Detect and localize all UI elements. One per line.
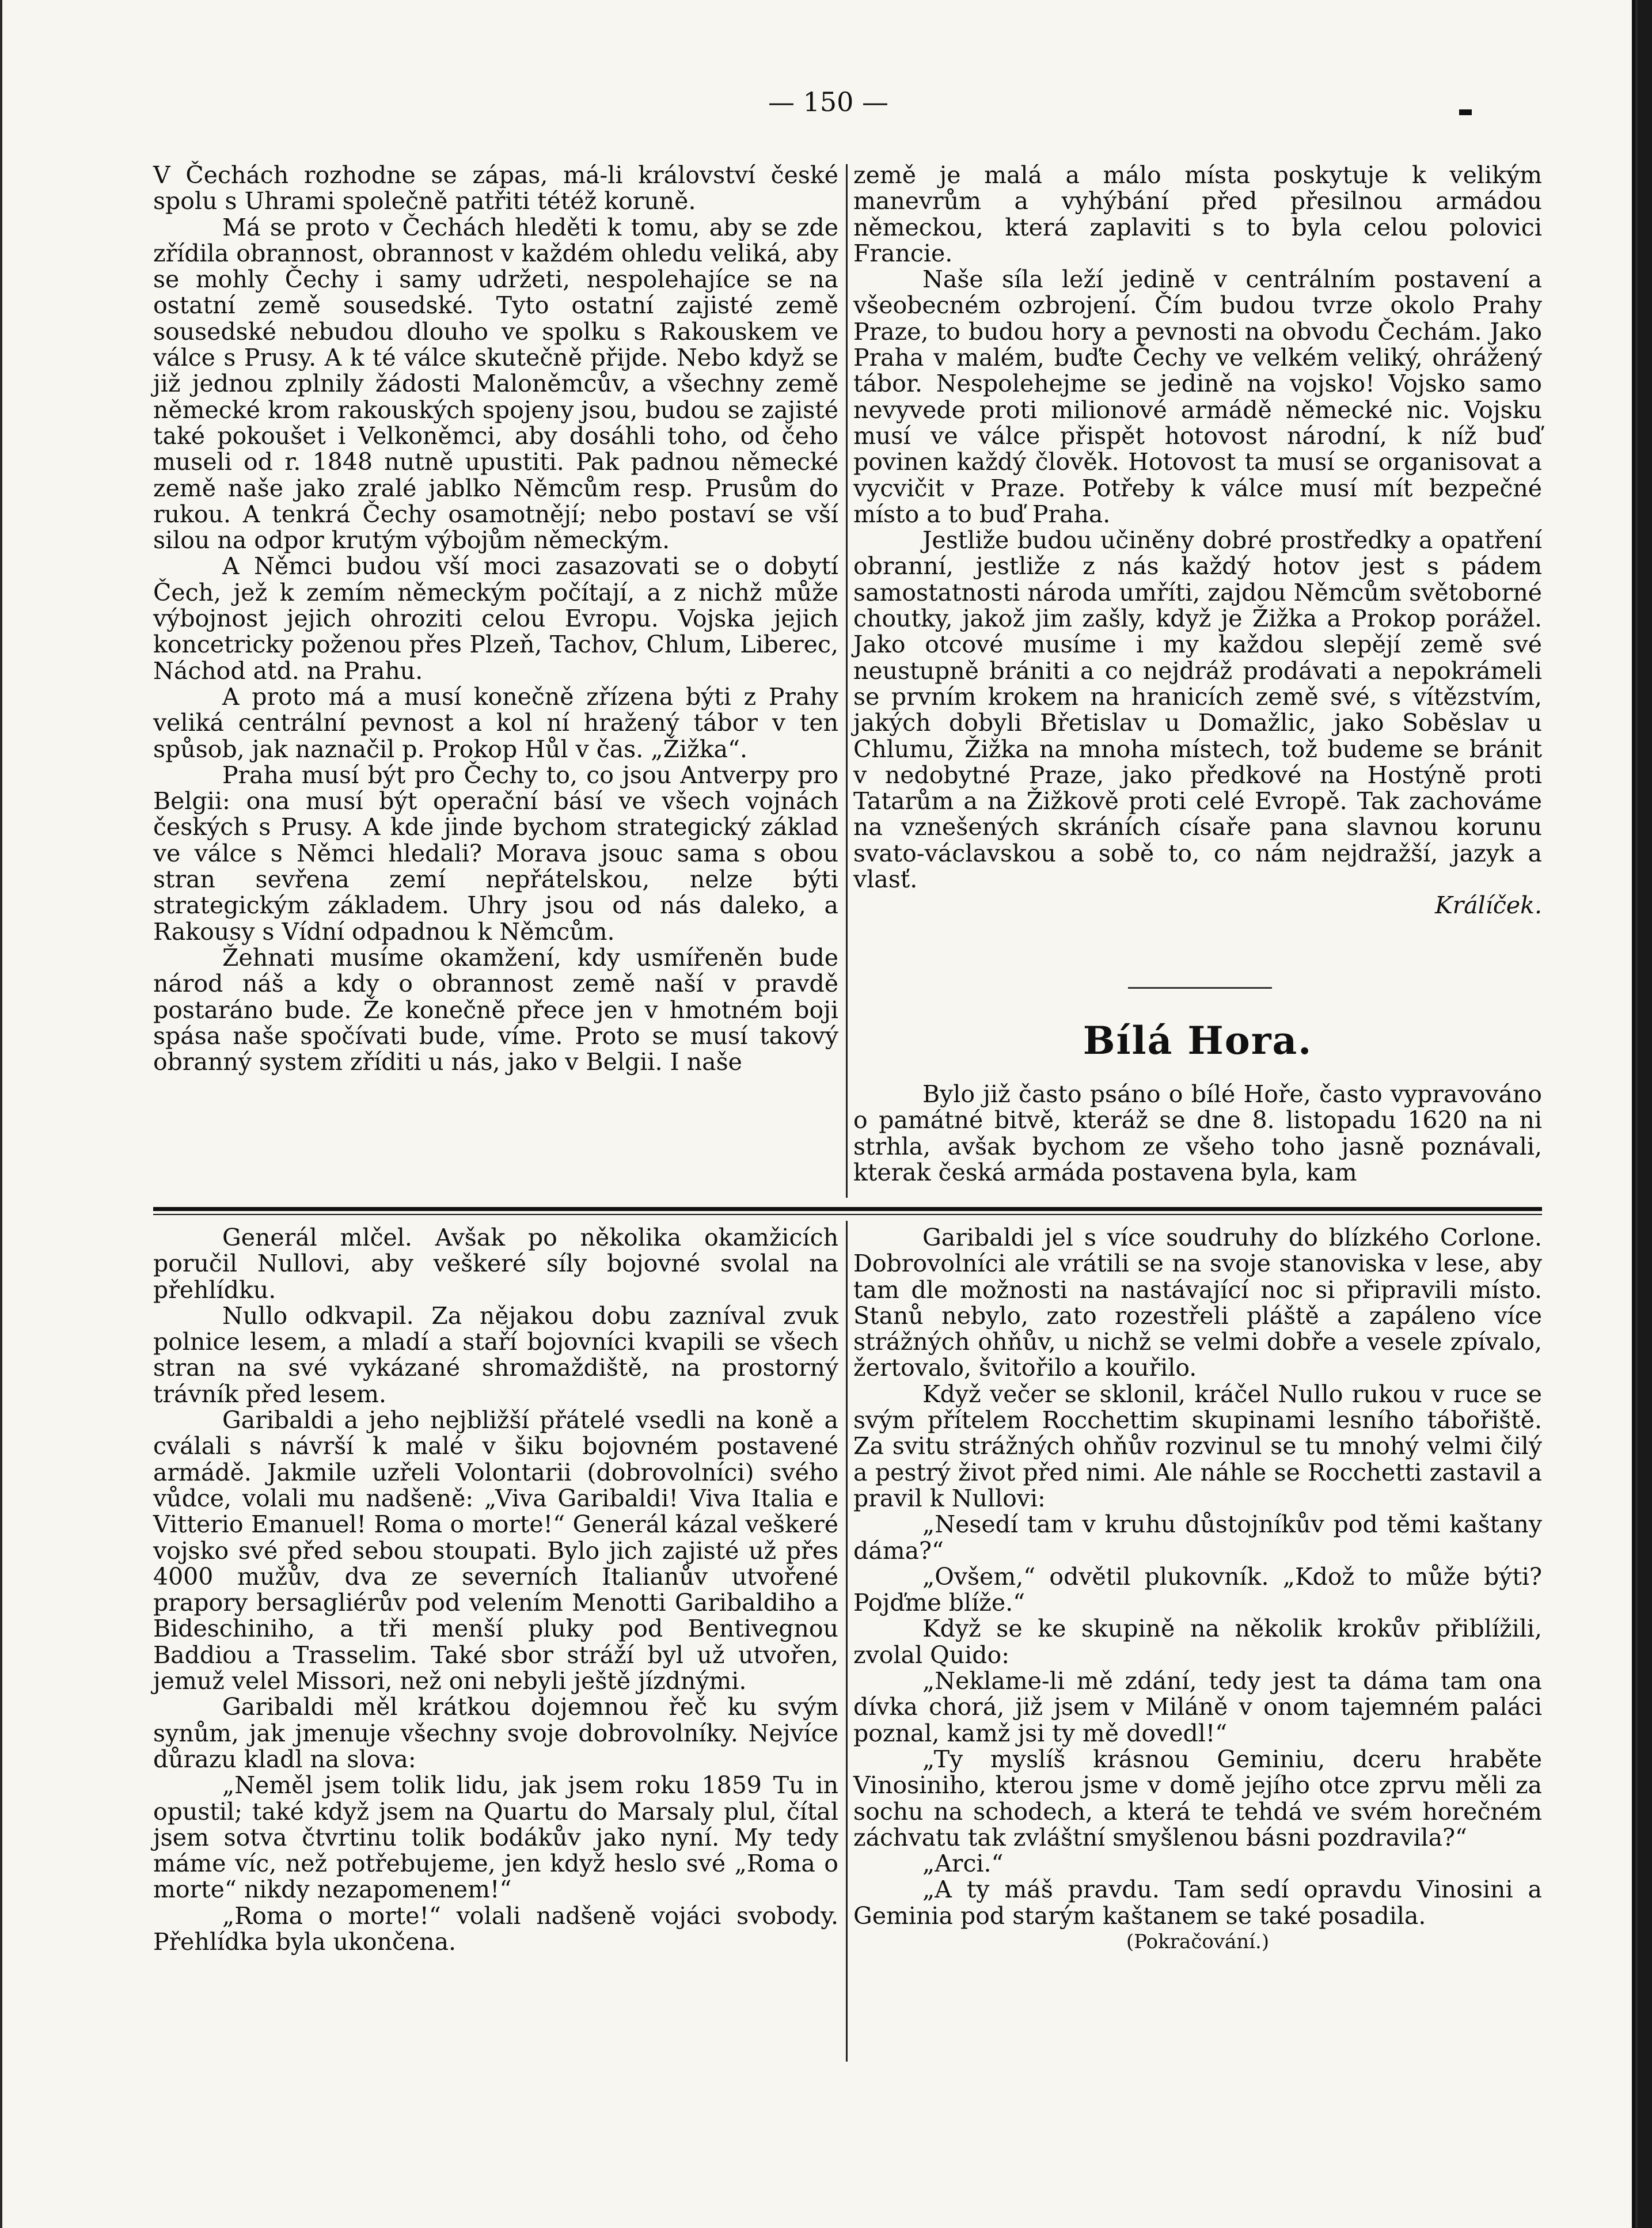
column-divider xyxy=(846,164,848,1198)
paragraph: A Němci budou vší moci zasazovati se o dobytí Čech, jež k zemím německým počítají, a z nichž může výbojnost jejich ohroziti celou Evropu. Vojska jejich koncetricky poženou přes Plzeň, Tachov, Chlum, Liberec, Náchod atd. na Prahu. xyxy=(153,552,838,685)
paragraph: „A ty máš pravdu. Tam sedí opravdu Vinosini a Geminia pod starým kaštanem se také posadila. xyxy=(853,1876,1542,1930)
top-left-column xyxy=(153,162,838,1075)
paragraph: Naše síla leží jedině v centrálním postavení a všeobecném ozbrojení. Čím budou tvrze okolo Prahy Praze, to budou hory a pevnosti na obvodu Čechám. Jako Praha v malém, buďte Čechy ve velkém veliký, ohrážený tábor. Nespolehejme se jedině na vojsko! Vojsko samo nevyvede proti milionové armádě německé nic. Vojsku musí ve válce přispět hotovost národní, k níž buď povinen každý člověk. Hotovost ta musí se organisovat a vycvičit v Praze. Potřeby k válce musí mít bezpečné místo a to buď Praha. xyxy=(853,265,1542,528)
paragraph: země je malá a málo místa poskytuje k velikým manevrům a vyhýbání před přesilnou armádou německou, která zaplaviti s to byla celou polovici Francie. xyxy=(853,161,1542,267)
paragraph: Když se ke skupině na několik krokův přiblížili, zvolal Quido: xyxy=(853,1615,1542,1669)
paragraph: Nullo odkvapil. Za nějakou dobu zazníval zvuk polnice lesem, a mladí a staří bojovníci kvapili se všech stran na své vykázané shromaždiště, na prostorný trávník před lesem. xyxy=(153,1301,838,1408)
paragraph: „Ty myslíš krásnou Geminiu, dceru hraběte Vinosiniho, kterou jsme v domě jejího otce zprvu měli za sochu na schodech, a která te tehdá ve svém horečném záchvatu tak zvláštní smyšlenou básni pozdravila?“ xyxy=(853,1745,1542,1851)
section-rule xyxy=(153,1207,1542,1211)
paragraph: „Neklame-li mě zdání, tedy jest ta dáma tam ona dívka chorá, již jsem v Miláně v onom tajemném paláci poznal, kamž jsi ty mě dovedl!“ xyxy=(853,1667,1542,1747)
paragraph: Žehnati musíme okamžení, kdy usmířeněn bude národ náš a kdy o obrannost země naší v pravdě postaráno bude. Že konečně přece jen v hmotném boji spása naše spočívati bude, víme. Proto se musí takový obranný system zříditi u nás, jako v Belgii. I naše xyxy=(153,943,838,1076)
paragraph: Garibaldi a jeho nejbližší přátelé vsedli na koně a cválali s návrší k malé v šiku bojovném postavené armádě. Jakmile uzřeli Volontarii (dobrovolníci) svého vůdce, volali mu nadšeně: „Viva Garibaldi! Viva Italia e Vitterio Emanuel! Roma o morte!“ Generál kázal veškeré vojsko své před sebou stoupati. Bylo jich zajisté už přes 4000 mužův, dva ze severních Italianův utvořené prapory bersagliérův pod velením Menotti Garibaldiho a Bideschiniho, a tři menší pluky pod Bentivegnou Baddiou a Trasselim. Také sbor stráží byl už utvořen, jemuž velel Missori, než oni nebyli ještě jízdnými. xyxy=(153,1406,838,1695)
newspaper-page xyxy=(2,0,1635,2228)
paragraph: Praha musí být pro Čechy to, co jsou Antverpy pro Belgii: ona musí být operační básí ve všech vojnách českých s Prusy. A kde jinde bychom strategický základ ve válce s Němci hledali? Morava jsouc sama s obou stran sevřena zemí nepřátelskou, nelze býti strategickým základem. Uhry jsou od nás daleko, a Rakousy s Vídní odpadnou k Němcům. xyxy=(153,761,838,946)
top-right-column xyxy=(853,162,1542,919)
column-divider xyxy=(846,1221,848,2062)
author-signature: Králíček. xyxy=(1434,891,1542,920)
article-separator xyxy=(1128,987,1272,989)
paragraph: „Arci.“ xyxy=(922,1850,1004,1878)
section-rule-thin xyxy=(153,1214,1542,1215)
paragraph: V Čechách rozhodne se zápas, má-li království české spolu s Uhrami společně patřiti tétéž koruně. xyxy=(153,161,838,215)
page-number: — 150 — xyxy=(768,86,889,117)
paragraph: Když večer se sklonil, kráčel Nullo rukou v ruce se svým přítelem Rocchettim skupinami lesního tábořiště. Za svitu strážných ohňův rozvinul se tu mnohý velmi čilý a pestrý život před nimi. Ale náhle se Rocchetti zastavil a pravil k Nullovi: xyxy=(853,1380,1542,1512)
paragraph: A proto má a musí konečně zřízena býti z Prahy veliká centrální pevnost a kol ní hražený tábor v ten spůsob, jak naznačil p. Prokop Hůl v čas. „Žižka“. xyxy=(153,682,838,763)
paragraph: „Roma o morte!“ volali nadšeně vojáci svobody. Přehlídka byla ukončena. xyxy=(153,1901,838,1956)
paragraph: Jestliže budou učiněny dobré prostředky a opatření obranní, jestliže z nás každý hotov jest s pádem samostatnosti národa umříti, zajdou Němcům světoborné choutky, jakož jim zašly, když je Žižka a Prokop porážel. Jako otcové musíme i my každou slepějí země své neustupně brániti a co nejdráž prodávati a nepokrámeli se prvním krokem na hranicích země své, s vítězstvím, jakých dobyli Břetislav u Domažlic, jako Soběslav u Chlumu, Žižka na mnoha místech, tož budeme se bránit v nedobytné Praze, jako předkové na Hostýně proti Tatarům a na Žižkově proti celé Evropě. Tak zachováme na vznešených skráních císaře pana slavnou korunu svato-václavskou a sobě to, co nám nejdražší, jazyk a vlasť. xyxy=(853,526,1542,894)
mark xyxy=(1459,109,1472,115)
paragraph: „Nesedí tam v kruhu důstojníkův pod těmi kaštany dáma?“ xyxy=(853,1510,1542,1565)
scan-edge xyxy=(1638,0,1652,2228)
continued-note: (Pokračování.) xyxy=(1126,1930,1270,1954)
signature-line xyxy=(853,893,1542,918)
bottom-right-column xyxy=(853,1225,1542,1955)
paragraph: Garibaldi měl krátkou dojemnou řeč ku svým synům, jak jmenuje všechny svoje dobrovolníky. Nejvíce důrazu kladl na slova: xyxy=(153,1693,838,1773)
paragraph: Garibaldi jel s více soudruhy do blízkého Corlone. Dobrovolníci ale vrátili se na svoje stanoviska v lese, aby tam dle možnosti na nastávající noc si připravili místo. Stanů nebylo, zato rozestřeli pláště a zapáleno více strážných ohňův, u nichž se velmi dobře a vesele zpívalo, žertovalo, švitořilo a kouřilo. xyxy=(853,1224,1542,1382)
paragraph: „Ovšem,“ odvětil plukovník. „Kdož to může býti? Pojďme blíže.“ xyxy=(853,1562,1542,1617)
bottom-left-column xyxy=(153,1225,838,1955)
bila-hora-article xyxy=(853,1081,1542,1186)
paragraph: Generál mlčel. Avšak po několika okamžicích poručil Nullovi, aby veškeré síly bojovné svolal na přehlídku. xyxy=(153,1224,838,1304)
paragraph: „Neměl jsem tolik lidu, jak jsem roku 1859 Tu in opustil; také když jsem na Quartu do Marsaly plul, čítal jsem sotva čtvrtinu tolik bodákův jako nyní. My tedy máme víc, než potřebujeme, jen když heslo své „Roma o morte“ nikdy nezapomenem!“ xyxy=(153,1771,838,1904)
paragraph: Má se proto v Čechách hleděti k tomu, aby se zde zřídila obrannost, obrannost v každém ohledu veliká, aby se mohly Čechy i samy udržeti, nespolehajíce se na ostatní země sousedské. Tyto ostatní zajisté země sousedské nebudou dlouho ve spolku s Rakouskem ve válce s Prusy. A k té válce skutečně přijde. Nebo když se již jednou zplnily žádosti Maloněmcův, a všechny země německé krom rakouských spojeny jsou, budou se zajisté také pokoušet i Velkoněmci, aby dosáhli toho, od čeho museli od r. 1848 nutně upustiti. Pak padnou německé země naše jako zralé jablko Němcům resp. Prusům do rukou. A tenkrá Čechy osamotnějí; nebo postaví se vší silou na odpor krutým výbojům německým. xyxy=(153,213,838,555)
paragraph: Bylo již často psáno o bílé Hoře, často vypravováno o památné bitvě, kteráž se dne 8. listopadu 1620 na ni strhla, avšak bychom ze všeho toho jasně poznávali, kterak česká armáda postavena byla, kam xyxy=(853,1080,1542,1186)
headline: Bílá Hora. xyxy=(1083,1018,1313,1063)
